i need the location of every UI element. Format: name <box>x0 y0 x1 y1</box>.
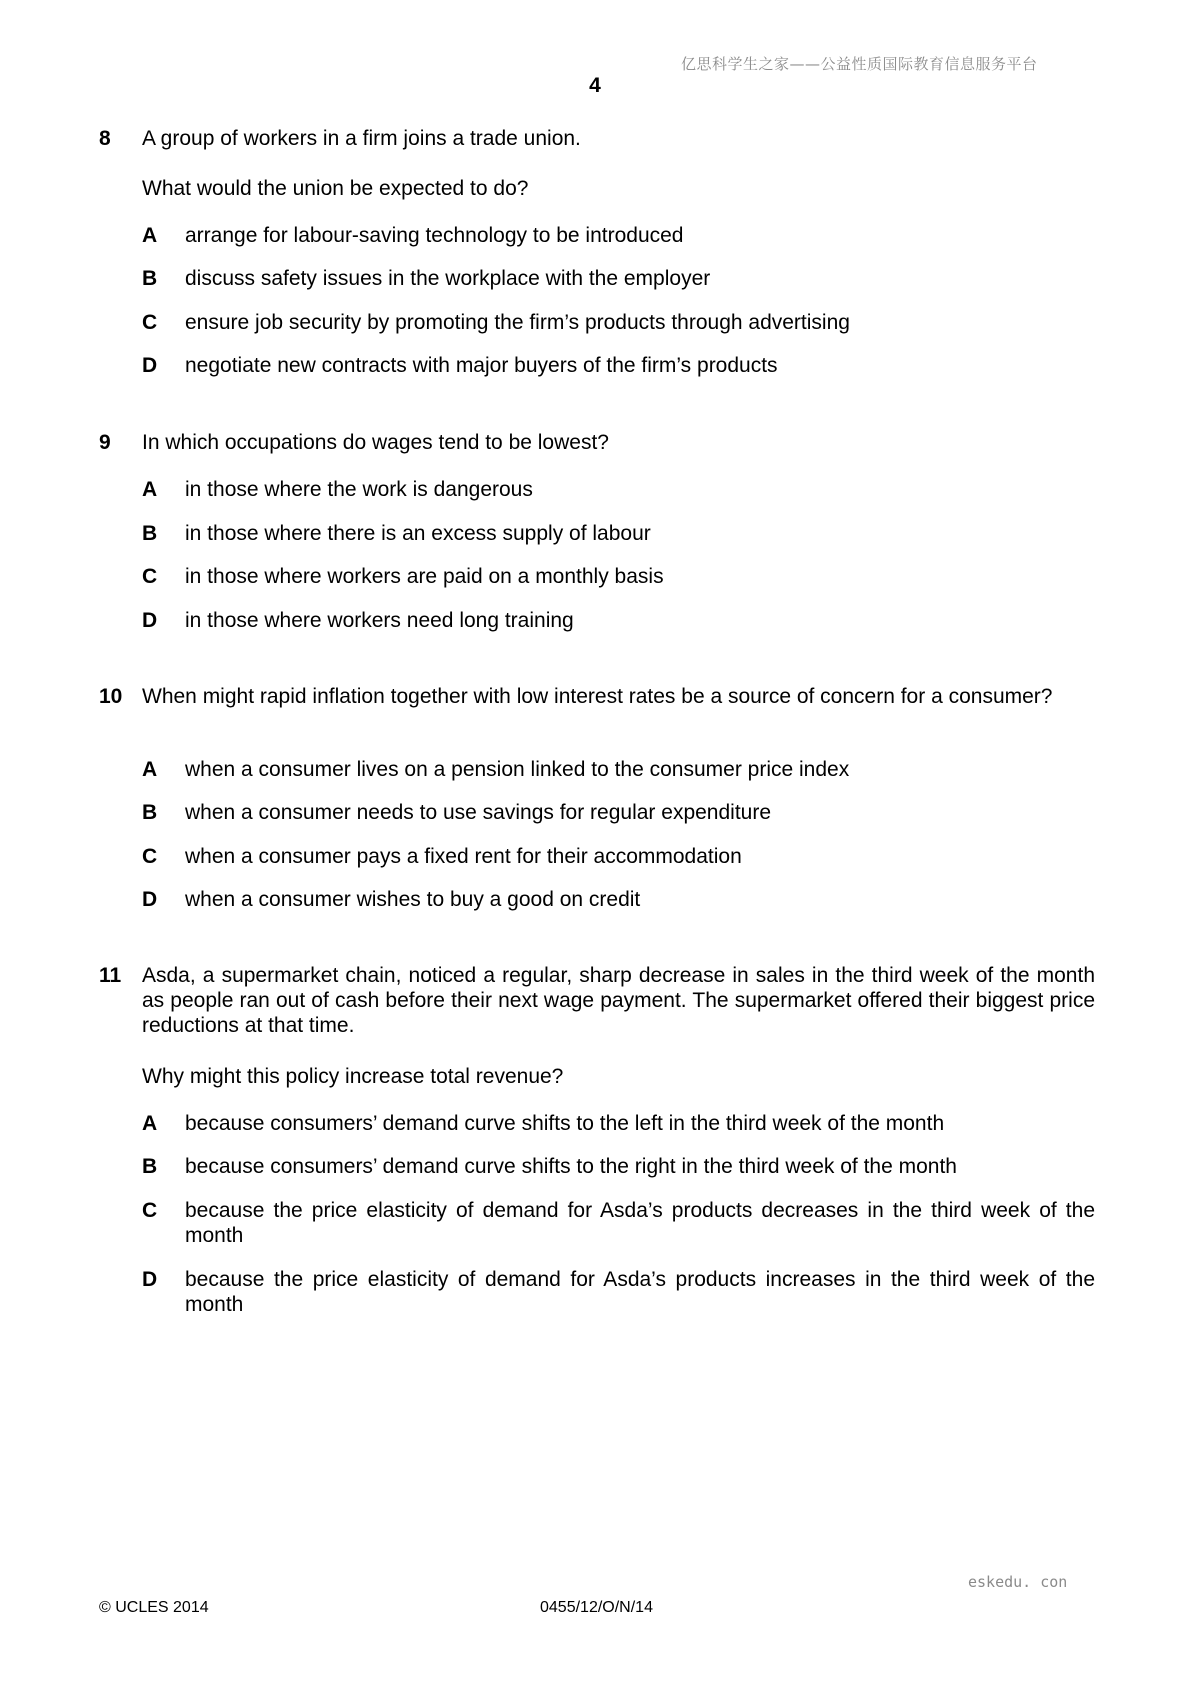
option-letter: A <box>142 478 158 501</box>
option-letter: B <box>142 801 158 824</box>
question-stem: In which occupations do wages tend to be lowest? <box>142 431 609 454</box>
option-text: ensure job security by promoting the firm’s products through advertising <box>185 311 850 334</box>
option-letter: D <box>142 1268 158 1291</box>
option-text: because consumers’ demand curve shifts to the left in the third week of the month <box>185 1112 945 1135</box>
question-number: 10 <box>99 685 123 708</box>
option-text: in those where there is an excess supply of labour <box>185 522 651 545</box>
option-text: when a consumer needs to use savings for regular expenditure <box>185 801 772 824</box>
option-text: arrange for labour-saving technology to be introduced <box>185 224 684 247</box>
option-text: because the price elasticity of demand for Asda’s products increases in the third week of the month <box>185 1268 1095 1316</box>
question-prompt: What would the union be expected to do? <box>142 177 529 200</box>
question-stem: Asda, a supermarket chain, noticed a regular, sharp decrease in sales in the third week of the month as people ran out of cash before their next wage payment. The supermarket offered their biggest price reductions at that time. <box>142 964 1095 1037</box>
footer-watermark: eskedu. con <box>968 1573 1068 1591</box>
paper-code: 0455/12/O/N/14 <box>540 1599 653 1616</box>
option-letter: A <box>142 1112 158 1135</box>
question-number: 8 <box>99 127 111 150</box>
option-letter: B <box>142 1155 158 1178</box>
option-letter: B <box>142 522 158 545</box>
question-prompt: Why might this policy increase total revenue? <box>142 1065 564 1088</box>
option-text: when a consumer lives on a pension linked to the consumer price index <box>185 758 850 781</box>
option-letter: D <box>142 354 158 377</box>
question-number: 11 <box>99 964 122 987</box>
option-text: when a consumer pays a fixed rent for their accommodation <box>185 845 742 868</box>
option-letter: C <box>142 1199 158 1222</box>
option-letter: C <box>142 845 158 868</box>
option-text: because the price elasticity of demand for Asda’s products decreases in the third week of the month <box>185 1199 1095 1247</box>
header-watermark: 亿思科学生之家——公益性质国际教育信息服务平台 <box>681 55 1038 73</box>
option-letter: D <box>142 888 158 911</box>
option-text: in those where workers need long training <box>185 609 574 632</box>
option-text: when a consumer wishes to buy a good on credit <box>185 888 641 911</box>
option-letter: D <box>142 609 158 632</box>
question-stem: When might rapid inflation together with low interest rates be a source of concern for a consumer? <box>142 685 1053 708</box>
option-letter: B <box>142 267 158 290</box>
option-text: because consumers’ demand curve shifts to the right in the third week of the month <box>185 1155 957 1178</box>
option-letter: C <box>142 311 158 334</box>
question-number: 9 <box>99 431 111 454</box>
question-stem: A group of workers in a firm joins a trade union. <box>142 127 581 150</box>
copyright: © UCLES 2014 <box>99 1599 209 1616</box>
option-text: negotiate new contracts with major buyers of the firm’s products <box>185 354 778 377</box>
option-letter: A <box>142 758 158 781</box>
option-letter: C <box>142 565 158 588</box>
page-number: 4 <box>589 74 601 97</box>
option-letter: A <box>142 224 158 247</box>
option-text: in those where workers are paid on a monthly basis <box>185 565 664 588</box>
option-text: discuss safety issues in the workplace with the employer <box>185 267 711 290</box>
option-text: in those where the work is dangerous <box>185 478 533 501</box>
